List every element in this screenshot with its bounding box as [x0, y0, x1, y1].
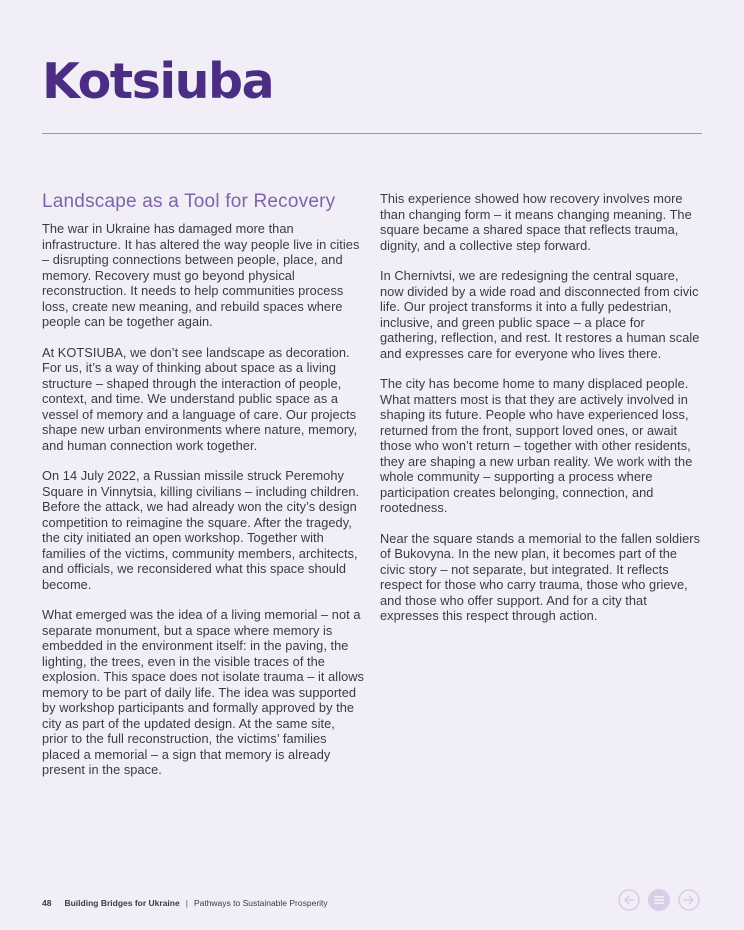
body-paragraph: At KOTSIUBA, we don’t see landscape as decoration. For us, it’s a way of thinking about space as a living structure – shaped through the interaction of people, context, and time. We understand public space as a vessel of memory and a language of care. Our projects shape new urban environments where nature, memory, and human connection work together. — [42, 344, 358, 453]
prev-page-button[interactable] — [618, 889, 640, 911]
hamburger-menu-icon — [648, 889, 670, 911]
page-title: Kotsiuba — [42, 53, 274, 110]
footer-book-title: Building Bridges for Ukraine — [64, 898, 180, 908]
title-divider — [42, 133, 702, 134]
right-arrow-icon — [678, 889, 700, 911]
body-paragraph: On 14 July 2022, a Russian missile struck Peremohy Square in Vinnytsia, killing civilians – including children. Before the attack, we had already won the city’s design competition to reimagine the square. After the tragedy, the city initiated an open workshop. Together with families of the victims, community members, architects, and officials, we reconsidered what this space should become. — [42, 468, 360, 592]
page-nav — [618, 889, 700, 911]
body-paragraph: The city has become home to many displaced people. What matters most is that they are actively involved in shaping its future. People who have experienced loss, returned from the front, support loved ones, or await those who won’t return – together with other residents, they are shaping a new urban reality. We work with the whole community – supporting a process where participation creates belonging, connection, and rootedness. — [380, 376, 693, 516]
left-arrow-icon — [618, 889, 640, 911]
footer-separator: | — [185, 898, 188, 908]
page-number: 48 — [42, 898, 52, 908]
body-paragraph: In Chernivtsi, we are redesigning the central square, now divided by a wide road and disconnected from civic life. Our project transforms it into a fully pedestrian, inclusive, and green public space – a place for gathering, reflection, and rest. It restores a human scale and expresses care for everyone who lives there. — [380, 268, 700, 361]
right-column — [380, 191, 702, 792]
body-paragraph: What emerged was the idea of a living memorial – not a separate monument, but a space where memory is embedded in the environment itself: in the paving, the lighting, the trees, even in the visible traces of the explosion. This space does not isolate trauma – it allows memory to be part of daily life. The idea was supported by workshop participants and formally approved by the city as part of the updated design. At the same site, prior to the full reconstruction, the victims’ families placed a memorial – a sign that memory is already present in the space. — [42, 607, 364, 778]
body-paragraph: This experience showed how recovery involves more than changing form – it means changing meaning. The square became a shared space that reflects trauma, dignity, and a collective step forward. — [380, 191, 692, 253]
body-paragraph: Near the square stands a memorial to the fallen soldiers of Bukovyna. In the new plan, it becomes part of the civic story – not separate, but integrated. It reflects respect for those who carry trauma, those who grieve, and those who offer support. And for a city that expresses this respect through action. — [380, 530, 701, 624]
next-page-button[interactable] — [678, 889, 700, 911]
page-footer — [42, 898, 328, 908]
content-columns — [42, 191, 702, 792]
section-heading: Landscape as a Tool for Recovery — [42, 191, 336, 213]
footer-subtitle: Pathways to Sustainable Prosperity — [193, 898, 328, 908]
menu-button[interactable] — [648, 889, 670, 911]
left-column — [42, 191, 364, 792]
body-paragraph: The war in Ukraine has damaged more than infrastructure. It has altered the way people live in cities – disrupting connections between people, place, and memory. Recovery must go beyond physical reconstruction. It needs to help communities process loss, create new meaning, and rebuild spaces where people can be together again. — [42, 221, 360, 330]
